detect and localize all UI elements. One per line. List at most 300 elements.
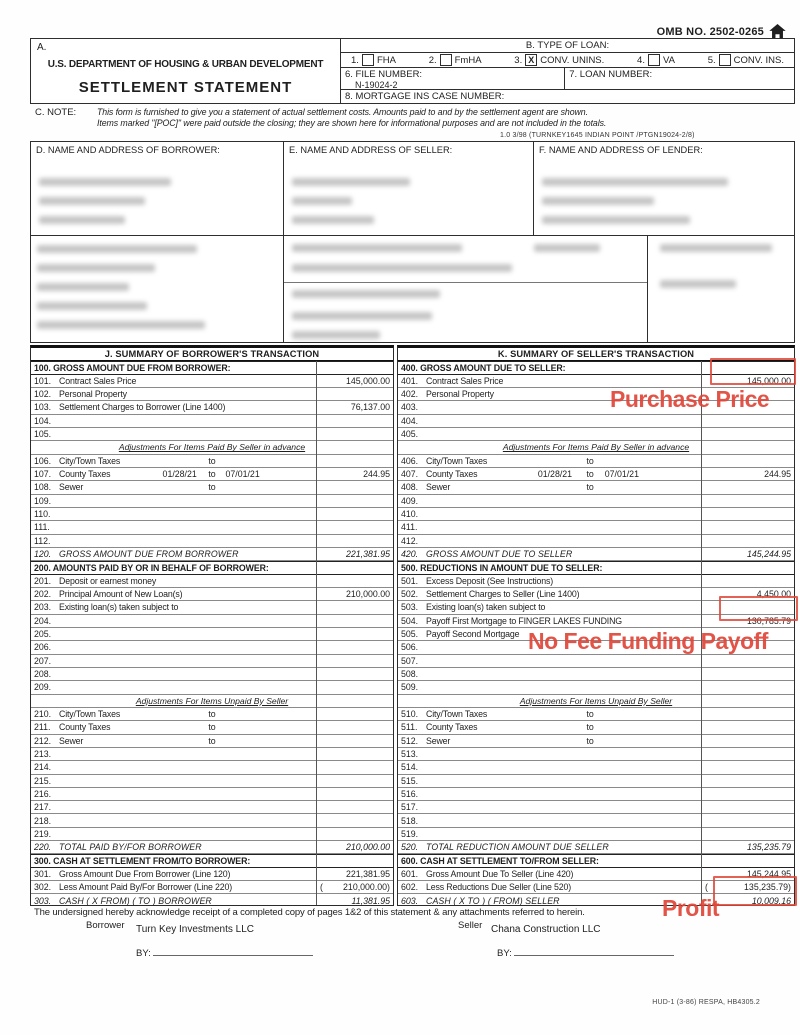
row-label: Gross Amount Due From Borrower (Line 120) [59,868,231,879]
parties-row [30,141,795,236]
row-label: GROSS AMOUNT DUE FROM BORROWER [59,549,239,560]
row-amount-cell [702,708,794,720]
row-amount-cell [702,735,794,747]
row-number: 101. [34,375,52,386]
row-number: 408. [401,482,419,493]
row-description-cell [31,508,317,520]
row-description-cell [398,881,702,893]
row-description-cell [31,415,317,427]
row-number: 106. [34,455,52,466]
file-loan-row [341,68,794,90]
loan-type-header: B. TYPE OF LOAN: [341,39,794,53]
section-b-cell [341,39,794,103]
row-text: Adjustments For Items Paid By Seller in advance [118,442,306,453]
line-item-row [398,495,794,508]
row-number: 402. [401,389,419,400]
row-label: GROSS AMOUNT DUE TO SELLER [426,549,573,560]
line-item-row [31,588,393,601]
line-item-row [398,828,794,841]
note-line-2: Items marked "[POC]" were paid outside the closing; they are shown here for informational purposes and are not included in the totals. [97,117,607,128]
row-amount-cell [702,455,794,467]
seller-signature-label: Seller [458,920,483,931]
row-number: 203. [34,602,52,613]
checkbox-va [648,54,660,66]
row-label: Payoff First Mortgage to FINGER LAKES FUNDING [426,615,622,626]
row-amount: 244.95 [363,469,390,480]
line-item-row [31,388,393,401]
row-description-cell [31,801,317,813]
line-item-row [398,814,794,827]
settlement-date-cell [648,236,794,342]
hud-house-icon [769,24,786,39]
redacted-text [292,244,462,252]
section-header-row [398,561,794,574]
redacted-text [292,331,380,339]
row-label: County Taxes [426,722,478,733]
signature-rule [514,945,674,956]
row-description-cell [398,428,702,440]
row-number: 204. [34,615,52,626]
row-number: 507. [401,655,419,666]
borrower-label: D. NAME AND ADDRESS OF BORROWER: [36,145,220,155]
row-description-cell [31,615,317,627]
row-number: 303. [34,895,52,906]
row-number: 601. [401,868,419,879]
row-description-cell [31,481,317,493]
loan-type-number: 2. [428,54,437,66]
line-item-row [398,575,794,588]
row-description-cell [31,455,317,467]
row-number: 410. [401,509,419,520]
file-number-cell [341,68,565,89]
redacted-text [292,264,512,272]
subheader-row [31,441,393,454]
row-label: Less Reductions Due Seller (Line 520) [426,882,572,893]
row-number: 218. [34,815,52,826]
row-label: Less Amount Paid By/For Borrower (Line 220) [59,882,232,893]
row-number: 515. [401,775,419,786]
to-word: to [208,735,216,746]
row-number: 411. [401,522,418,533]
line-item-row [31,468,393,481]
line-item-row [398,481,794,494]
row-number: 111. [34,522,50,533]
row-label: City/Town Taxes [59,709,121,720]
row-description-cell [398,681,702,693]
loan-type-option [637,54,675,66]
row-text: J. SUMMARY OF BORROWER'S TRANSACTION [104,349,320,360]
row-number: 201. [34,575,52,586]
borrower-by-line [136,945,313,959]
redacted-text [292,178,410,186]
row-description-cell [31,881,317,893]
line-item-row [398,508,794,521]
form-doc-id: HUD-1 (3-86) RESPA, HB4305.2 [652,999,760,1006]
department-name: U.S. DEPARTMENT OF HOUSING & URBAN DEVELOPMENT [47,59,324,70]
row-number: 208. [34,669,52,680]
row-label: Existing loan(s) taken subject to [59,602,179,613]
row-number: 301. [34,868,52,879]
line-item-row [31,521,393,534]
loan-type-number: 1. [351,54,359,66]
row-number: 501. [401,575,419,586]
row-description-cell [398,481,702,493]
row-amount: 145,000.00 [345,375,390,386]
section-header-row [31,561,393,574]
row-label: TOTAL REDUCTION AMOUNT DUE SELLER [426,842,609,853]
row-label: Gross Amount Due To Seller (Line 420) [426,868,574,879]
row-label: Sewer [426,735,451,746]
row-amount-cell [317,588,393,600]
row-number: 503. [401,602,419,613]
row-number: 102. [34,389,52,400]
row-number: 602. [401,882,419,893]
redacted-text [292,290,440,298]
row-amount: 145,244.95 [746,868,791,879]
line-item-row [31,615,393,628]
line-item-row [31,455,393,468]
row-amount-cell [317,415,393,427]
row-number: 209. [34,682,52,693]
row-label: Sewer [59,735,84,746]
loan-type-option [708,54,784,66]
line-item-row [398,655,794,668]
row-label: Settlement Charges to Seller (Line 1400) [426,589,580,600]
total-row [31,841,393,854]
row-number: 109. [34,495,52,506]
row-label: Sewer [426,482,451,493]
row-number: 506. [401,642,419,653]
row-description-cell [398,535,702,547]
row-amount-cell [702,801,794,813]
row-amount: 130,785.79 [746,615,791,626]
line-item-row [398,748,794,761]
note-section [30,107,795,128]
row-number: 105. [34,429,52,440]
row-amount-cell [317,481,393,493]
row-description-cell [398,735,702,747]
row-amount-cell [702,415,794,427]
row-amount-cell [702,535,794,547]
row-description-cell [31,668,317,680]
row-number: 207. [34,655,52,666]
row-number: 210. [34,709,52,720]
row-description-cell [398,655,702,667]
row-number: 206. [34,642,52,653]
row-description-cell [31,894,317,906]
row-description-cell [31,535,317,547]
row-amount-cell [702,508,794,520]
row-description-cell [31,401,317,413]
loan-type-label: CONV. UNINS. [540,54,605,66]
row-description-cell [31,655,317,667]
checkbox-fha [362,54,374,66]
line-item-row [398,535,794,548]
loan-type-number: 4. [637,54,645,66]
form-header-table [30,38,795,104]
row-amount-cell [702,481,794,493]
row-description-cell [31,375,317,387]
row-description-cell [398,668,702,680]
row-description-cell [398,601,702,613]
row-amount-cell [702,548,794,560]
row-label: Settlement Charges to Borrower (Line 1400) [59,402,226,413]
row-number: 502. [401,589,419,600]
row-amount: 135,235.79) [744,882,791,893]
note-label: C. NOTE: [35,107,77,118]
row-amount-cell [702,521,794,533]
line-item-row [31,601,393,614]
row-label: City/Town Taxes [426,455,488,466]
row-label: CASH ( X TO ) ( FROM) SELLER [426,895,560,906]
lender-label: F. NAME AND ADDRESS OF LENDER: [539,145,703,155]
line-item-row [31,655,393,668]
row-number: 112. [34,535,51,546]
row-description-cell [398,455,702,467]
row-amount-cell [317,615,393,627]
subheader-row [31,695,393,708]
row-number: 220. [34,842,52,853]
omb-number-block [657,24,786,39]
row-label: Payoff Second Mortgage [426,629,520,640]
redacted-text [39,197,145,205]
highlight-box-contract-price [710,358,796,385]
loan-type-label: FmHA [454,54,482,66]
row-amount: 145,000.00 [746,375,791,386]
table-column-header [31,348,393,361]
row-amount-cell [317,495,393,507]
row-number: 216. [34,788,52,799]
lender-name-address-cell [534,142,794,235]
row-number: 213. [34,749,52,759]
row-label: County Taxes [59,722,111,733]
row-amount: 11,381.95 [351,895,390,906]
row-label: Contract Sales Price [426,375,504,386]
to-word: to [208,469,216,480]
to-word: to [208,709,216,720]
to-word: to [208,482,216,493]
row-amount-cell [702,721,794,733]
note-line-1: This form is furnished to give you a statement of actual settlement costs. Amounts paid to and by the settlement agent are shown. [97,107,588,117]
row-number: 510. [401,709,419,720]
row-description-cell [398,721,702,733]
row-number: 603. [401,895,419,906]
subheader-row [398,695,794,708]
row-description-cell [31,575,317,587]
row-number: 212. [34,735,52,746]
line-item-row [398,735,794,748]
loan-type-number: 3. [514,54,523,66]
row-amount-cell [317,761,393,773]
row-description-cell [398,415,702,427]
redacted-text [542,197,654,205]
row-description-cell [398,748,702,760]
row-description-cell [398,495,702,507]
redacted-text [37,321,205,329]
row-description-cell [398,828,702,840]
loan-type-label: CONV. INS. [733,54,784,66]
note-text [97,107,795,128]
row-amount-cell [702,655,794,667]
row-text: 100. GROSS AMOUNT DUE FROM BORROWER: [34,362,231,373]
row-amount-cell [317,508,393,520]
loan-type-option [351,54,396,66]
row-description-cell [31,868,317,880]
row-label: County Taxes [59,469,111,480]
to-word: to [586,735,594,746]
checkbox-fmha [440,54,452,66]
row-label: Excess Deposit (See Instructions) [426,575,554,586]
borrower-name: Turn Key Investments LLC [136,924,255,935]
row-description-cell [31,681,317,693]
row-number: 403. [401,402,419,413]
redacted-text [37,302,147,310]
loan-type-option [514,54,604,66]
row-text: Adjustments For Items Unpaid By Seller [135,695,289,706]
line-item-row [31,828,393,841]
line-item-row [398,721,794,734]
redacted-text [39,178,171,186]
row-amount-cell [317,535,393,547]
row-amount-cell [317,468,393,480]
highlight-box-payoff [719,596,798,621]
row-amount: 221,381.95 [345,549,390,560]
row-number: 104. [34,415,52,426]
row-description-cell [31,468,317,480]
row-amount-cell [317,628,393,640]
row-number: 514. [401,762,419,773]
row-number: 509. [401,682,419,693]
row-amount-cell [702,828,794,840]
row-amount-cell [317,548,393,560]
row-label: TOTAL PAID BY/FOR BORROWER [59,842,202,853]
borrower-signature-label: Borrower [86,920,125,931]
row-amount-cell [317,735,393,747]
row-text: 500. REDUCTIONS IN AMOUNT DUE TO SELLER: [401,562,603,573]
row-description-cell [31,641,317,653]
row-amount-cell [317,721,393,733]
row-amount-cell [702,468,794,480]
row-amount-cell [317,655,393,667]
row-amount-cell [702,681,794,693]
row-amount-cell [317,641,393,653]
row-number: 405. [401,429,419,440]
row-description-cell [398,894,702,906]
row-description-cell [31,775,317,787]
row-label: County Taxes [426,469,478,480]
date-from: 01/28/21 [537,469,573,480]
row-amount-cell [317,668,393,680]
line-item-row [31,761,393,774]
row-amount: 244.95 [764,469,791,480]
loan-number-label: 7. LOAN NUMBER: [569,69,653,80]
line-item-row [31,735,393,748]
line-item-row [31,628,393,641]
row-description-cell [31,628,317,640]
row-description-cell [31,588,317,600]
summary-tables [30,345,795,906]
loan-type-label: VA [662,54,675,66]
row-description-cell [31,428,317,440]
row-amount-cell [317,681,393,693]
section-header-row [31,854,393,867]
by-label: BY: [136,948,151,959]
loan-type-label: FHA [376,54,396,66]
checkbox-conv-unins-: X [525,54,537,66]
row-number: 516. [401,788,419,799]
line-item-row [398,681,794,694]
row-number: 406. [401,455,419,466]
row-number: 412. [401,535,419,546]
row-description-cell [31,841,317,853]
row-number: 520. [401,842,419,853]
seller-by-line [497,945,674,959]
row-number: 508. [401,669,419,680]
row-label: City/Town Taxes [59,455,121,466]
row-label: CASH ( X FROM) ( TO ) BORROWER [59,895,212,906]
row-description-cell [398,615,702,627]
row-description-cell [31,721,317,733]
highlight-box-cash-to-seller [713,876,797,906]
redacted-text [542,178,728,186]
mortgage-ins-case-label: 8. MORTGAGE INS CASE NUMBER: [345,91,505,102]
row-label: Sewer [59,482,84,493]
row-text: K. SUMMARY OF SELLER'S TRANSACTION [497,349,695,360]
signature-rule [153,945,313,956]
row-description-cell [31,495,317,507]
redacted-text [292,216,374,224]
redacted-text [37,264,155,272]
line-item-row [31,681,393,694]
redacted-text [37,283,129,291]
row-description-cell [398,775,702,787]
line-item-row [31,881,393,894]
row-amount-cell [317,428,393,440]
loan-type-number: 5. [707,54,716,66]
row-amount-cell [702,668,794,680]
total-row [31,548,393,561]
row-amount-cell [317,788,393,800]
line-item-row [31,814,393,827]
row-description-cell [31,748,317,760]
row-label: Personal Property [59,389,127,400]
row-number: 519. [401,828,419,839]
row-amount: 210,000.00 [345,842,390,853]
row-amount-cell [702,495,794,507]
to-word: to [586,709,594,720]
row-description-cell [31,601,317,613]
row-amount: 210,000.00 [345,589,390,600]
to-word: to [586,469,594,480]
form-title: SETTLEMENT STATEMENT [78,79,293,96]
line-item-row [31,428,393,441]
form-version-line: 1.0 3/98 (TURNKEY1645 INDIAN POINT /PTGN19024-2/8) [500,132,695,139]
row-number: 214. [34,762,52,773]
row-amount: 10,009.16 [751,895,791,906]
row-text: 400. GROSS AMOUNT DUE TO SELLER: [401,362,566,373]
redacted-text [39,216,125,224]
row-label: Principal Amount of New Loan(s) [59,589,183,600]
date-from: 01/28/21 [162,469,197,480]
row-amount-cell [317,841,393,853]
row-label: Contract Sales Price [59,375,137,386]
line-item-row [31,801,393,814]
row-amount-cell [702,814,794,826]
redacted-text [292,312,432,320]
row-amount-cell [702,841,794,853]
row-number: 404. [401,415,419,426]
line-item-row [398,455,794,468]
